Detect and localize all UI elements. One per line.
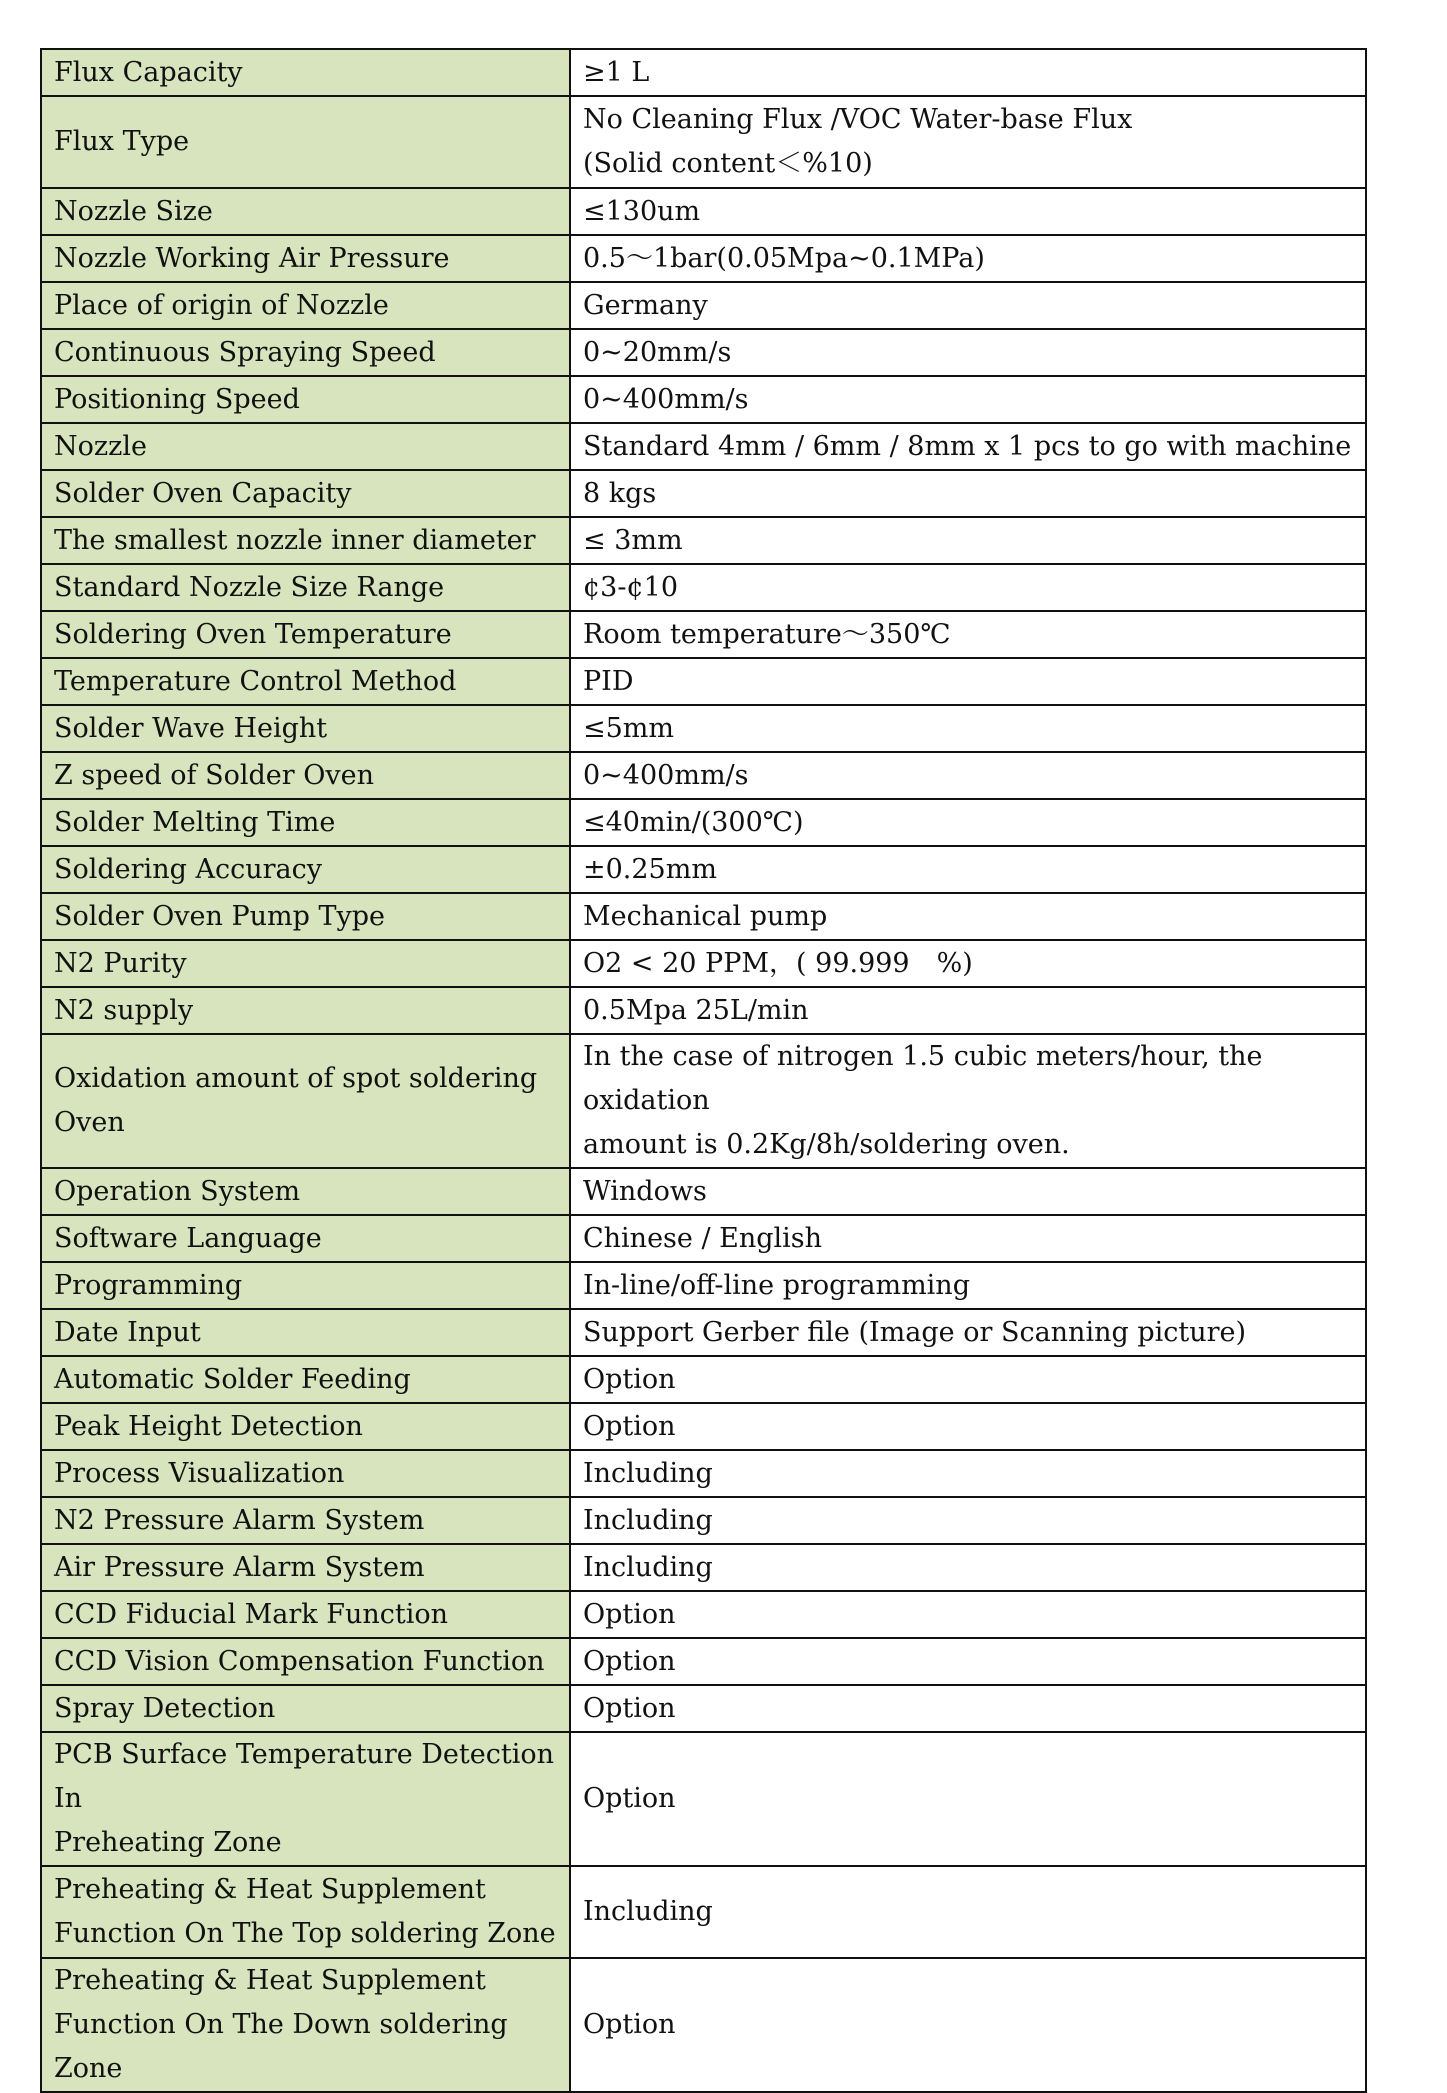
table-row (41, 376, 1366, 423)
spec-label-cell (41, 329, 570, 376)
table-row (41, 470, 1366, 517)
spec-value-cell (570, 235, 1366, 282)
spec-value: Option (583, 1645, 676, 1677)
spec-label: Function On The Down soldering Zone (54, 2009, 508, 2084)
spec-label: CCD Vision Compensation Function (54, 1645, 545, 1677)
spec-label: N2 Purity (54, 947, 187, 979)
spec-label-cell (41, 893, 570, 940)
table-row (41, 517, 1366, 564)
spec-label-cell (41, 1732, 570, 1866)
spec-label: N2 supply (54, 994, 194, 1026)
spec-label: Function On The Top soldering Zone (54, 1918, 556, 1949)
spec-value-cell (570, 940, 1366, 987)
table-row (41, 188, 1366, 235)
spec-value-cell (570, 1732, 1366, 1866)
spec-label-cell (41, 1215, 570, 1262)
spec-value-cell (570, 376, 1366, 423)
spec-value: Option (583, 1598, 676, 1630)
spec-label: Place of origin of Nozzle (54, 289, 389, 321)
spec-value-cell (570, 611, 1366, 658)
table-row (41, 1168, 1366, 1215)
spec-label-cell (41, 282, 570, 329)
spec-value: O2 < 20 PPM，( 99.999 %) (583, 947, 973, 979)
table-row (41, 282, 1366, 329)
spec-label-cell (41, 1958, 570, 2092)
table-row (41, 49, 1366, 96)
spec-label-cell (41, 564, 570, 611)
spec-value-cell (570, 846, 1366, 893)
table-row (41, 705, 1366, 752)
table-row (41, 329, 1366, 376)
spec-value: Including (583, 1457, 713, 1489)
spec-value-cell (570, 1403, 1366, 1450)
spec-label-cell (41, 611, 570, 658)
spec-value-cell (570, 1262, 1366, 1309)
spec-label-cell (41, 96, 570, 188)
spec-value: Including (583, 1551, 713, 1583)
spec-value: Including (583, 1896, 713, 1927)
spec-value: Windows (583, 1175, 707, 1207)
spec-label: The smallest nozzle inner diameter (54, 524, 536, 556)
spec-value-cell (570, 1034, 1366, 1168)
spec-value: PID (583, 665, 634, 697)
spec-value-cell (570, 1497, 1366, 1544)
spec-value: ≥1 L (583, 56, 650, 88)
spec-label-cell (41, 846, 570, 893)
spec-value: Option (583, 1692, 676, 1724)
spec-value: ¢3-¢10 (583, 571, 679, 603)
spec-value-cell (570, 96, 1366, 188)
table-row (41, 1866, 1366, 1958)
spec-label: PCB Surface Temperature Detection In (54, 1739, 554, 1814)
spec-value: 0.5Mpa 25L/min (583, 994, 809, 1026)
spec-value-cell (570, 752, 1366, 799)
spec-label: Flux Capacity (54, 56, 243, 88)
spec-value: In the case of nitrogen 1.5 cubic meters/hour, the oxidation (583, 1041, 1263, 1116)
spec-value-cell (570, 564, 1366, 611)
table-row (41, 1356, 1366, 1403)
spec-label-cell (41, 1450, 570, 1497)
spec-value-cell (570, 1168, 1366, 1215)
spec-value-cell (570, 470, 1366, 517)
spec-label: Programming (54, 1269, 243, 1301)
table-row (41, 940, 1366, 987)
spec-label: Standard Nozzle Size Range (54, 571, 445, 603)
spec-label: Flux Type (54, 126, 190, 157)
table-row (41, 1732, 1366, 1866)
spec-value-cell (570, 1866, 1366, 1958)
table-row (41, 1958, 1366, 2092)
table-row (41, 96, 1366, 188)
table-row (41, 893, 1366, 940)
spec-value: ≤130um (583, 195, 701, 227)
spec-label-cell (41, 1309, 570, 1356)
spec-label-cell (41, 1866, 570, 1958)
table-row (41, 1638, 1366, 1685)
spec-value-cell (570, 1591, 1366, 1638)
table-row (41, 423, 1366, 470)
spec-value-cell (570, 1309, 1366, 1356)
spec-label: Nozzle (54, 430, 147, 462)
table-row (41, 1034, 1366, 1168)
spec-value: 8 kgs (583, 477, 657, 509)
spec-label: Nozzle Working Air Pressure (54, 242, 450, 274)
spec-label-cell (41, 470, 570, 517)
spec-label-cell (41, 1497, 570, 1544)
spec-label-cell (41, 940, 570, 987)
spec-label-cell (41, 799, 570, 846)
spec-value: amount is 0.2Kg/8h/soldering oven. (583, 1129, 1070, 1160)
table-row (41, 846, 1366, 893)
spec-value: In-line/off-line programming (583, 1269, 970, 1301)
spec-value-cell (570, 1450, 1366, 1497)
table-row (41, 1544, 1366, 1591)
spec-value-cell (570, 1958, 1366, 2092)
spec-value-cell (570, 1356, 1366, 1403)
spec-value: Option (583, 1783, 676, 1814)
table-row (41, 1591, 1366, 1638)
spec-value: ±0.25mm (583, 853, 717, 885)
spec-value-cell (570, 1215, 1366, 1262)
table-row (41, 658, 1366, 705)
spec-value: Room temperature～350℃ (583, 618, 951, 650)
spec-label-cell (41, 376, 570, 423)
spec-label-cell (41, 1638, 570, 1685)
spec-label-cell (41, 1356, 570, 1403)
spec-label: CCD Fiducial Mark Function (54, 1598, 449, 1630)
spec-label-cell (41, 658, 570, 705)
spec-label: Solder Oven Capacity (54, 477, 352, 509)
spec-label: Solder Oven Pump Type (54, 900, 386, 932)
table-row (41, 1215, 1366, 1262)
spec-label-cell (41, 1591, 570, 1638)
spec-label: Oxidation amount of spot soldering (54, 1063, 538, 1094)
spec-value-cell (570, 1544, 1366, 1591)
spec-label-cell (41, 1034, 570, 1168)
spec-label: Air Pressure Alarm System (54, 1551, 425, 1583)
spec-value: No Cleaning Flux /VOC Water-base Flux (583, 104, 1133, 135)
spec-label-cell (41, 1403, 570, 1450)
spec-value-cell (570, 517, 1366, 564)
spec-label: Preheating & Heat Supplement (54, 1965, 486, 1996)
spec-value: 0~400mm/s (583, 759, 749, 791)
spec-value: Germany (583, 289, 708, 321)
table-row (41, 235, 1366, 282)
spec-value: Chinese / English (583, 1222, 823, 1254)
spec-label: Operation System (54, 1175, 301, 1207)
spec-value-cell (570, 1638, 1366, 1685)
spec-value-cell (570, 987, 1366, 1034)
spec-label-cell (41, 188, 570, 235)
spec-label-cell (41, 517, 570, 564)
spec-value: Option (583, 1410, 676, 1442)
spec-label: Solder Melting Time (54, 806, 336, 838)
spec-label-cell (41, 1168, 570, 1215)
spec-value-cell (570, 705, 1366, 752)
spec-value: 0~20mm/s (583, 336, 732, 368)
spec-value: Including (583, 1504, 713, 1536)
spec-value: Option (583, 2009, 676, 2040)
spec-value: 0~400mm/s (583, 383, 749, 415)
spec-value: ≤40min/(300℃) (583, 806, 804, 838)
spec-label: Z speed of Solder Oven (54, 759, 375, 791)
spec-label-cell (41, 423, 570, 470)
spec-label-cell (41, 1544, 570, 1591)
spec-label-cell (41, 1262, 570, 1309)
spec-table-body (41, 49, 1366, 2092)
spec-label: Spray Detection (54, 1692, 276, 1724)
spec-value: ≤ 3mm (583, 524, 683, 556)
spec-label: Temperature Control Method (54, 665, 457, 697)
spec-table (40, 48, 1367, 2093)
spec-value: Mechanical pump (583, 900, 828, 932)
spec-value-cell (570, 799, 1366, 846)
spec-label-cell (41, 705, 570, 752)
spec-label: Oven (54, 1107, 125, 1138)
spec-value: 0.5～1bar(0.05Mpa~0.1MPa) (583, 242, 985, 274)
spec-label: Process Visualization (54, 1457, 345, 1489)
spec-label-cell (41, 49, 570, 96)
spec-value-cell (570, 188, 1366, 235)
spec-value-cell (570, 282, 1366, 329)
spec-value: Option (583, 1363, 676, 1395)
spec-value: Support Gerber file (Image or Scanning picture) (583, 1316, 1247, 1348)
spec-label: Preheating & Heat Supplement (54, 1874, 486, 1905)
spec-value-cell (570, 329, 1366, 376)
table-row (41, 1309, 1366, 1356)
spec-label-cell (41, 1685, 570, 1732)
spec-value: ≤5mm (583, 712, 675, 744)
spec-label: N2 Pressure Alarm System (54, 1504, 425, 1536)
table-row (41, 987, 1366, 1034)
spec-label: Automatic Solder Feeding (54, 1363, 411, 1395)
spec-label: Preheating Zone (54, 1827, 282, 1858)
table-row (41, 799, 1366, 846)
table-row (41, 1497, 1366, 1544)
table-row (41, 564, 1366, 611)
table-row (41, 1262, 1366, 1309)
spec-label: Date Input (54, 1316, 201, 1348)
spec-value-cell (570, 423, 1366, 470)
spec-label: Nozzle Size (54, 195, 213, 227)
spec-label: Soldering Accuracy (54, 853, 322, 885)
spec-label-cell (41, 987, 570, 1034)
table-row (41, 1403, 1366, 1450)
spec-label: Continuous Spraying Speed (54, 336, 436, 368)
spec-value-cell (570, 658, 1366, 705)
spec-value: (Solid content＜%10) (583, 148, 873, 179)
spec-value-cell (570, 1685, 1366, 1732)
spec-value-cell (570, 49, 1366, 96)
spec-value-cell (570, 893, 1366, 940)
spec-label: Software Language (54, 1222, 322, 1254)
table-row (41, 611, 1366, 658)
spec-label: Positioning Speed (54, 383, 300, 415)
table-row (41, 752, 1366, 799)
table-row (41, 1685, 1366, 1732)
spec-label: Soldering Oven Temperature (54, 618, 452, 650)
spec-value: Standard 4mm / 6mm / 8mm x 1 pcs to go with machine (583, 430, 1352, 462)
table-row (41, 1450, 1366, 1497)
spec-label: Solder Wave Height (54, 712, 328, 744)
spec-label-cell (41, 752, 570, 799)
spec-label: Peak Height Detection (54, 1410, 363, 1442)
spec-label-cell (41, 235, 570, 282)
